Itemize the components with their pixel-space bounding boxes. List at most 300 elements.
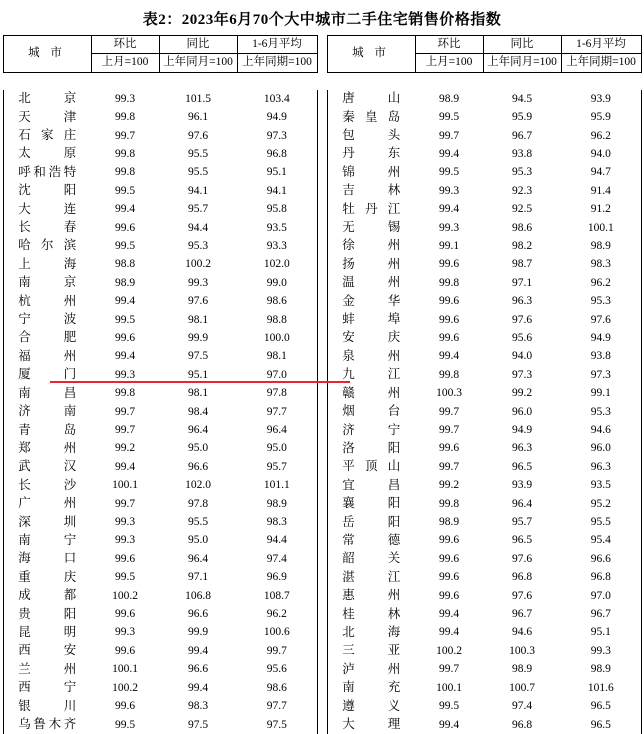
value-yoy-left: 98.3 bbox=[187, 700, 209, 713]
table-row bbox=[3, 274, 641, 292]
value-mom-left: 99.3 bbox=[114, 626, 136, 639]
city-name-left: 天津 bbox=[3, 109, 91, 127]
value-yoy-left: 97.6 bbox=[187, 129, 209, 142]
header-city-left: 城 市 bbox=[3, 36, 91, 73]
value-yoy-right: 96.5 bbox=[511, 460, 533, 473]
value-yoy-right: 92.3 bbox=[511, 184, 533, 197]
value-avg-right: 96.5 bbox=[561, 698, 641, 716]
value-avg-right: 91.4 bbox=[561, 182, 641, 200]
value-mom-right: 99.4 bbox=[438, 350, 460, 363]
table-row bbox=[3, 311, 641, 329]
value-mom-left: 99.6 bbox=[114, 608, 136, 621]
city-name-right: 安庆 bbox=[327, 329, 415, 347]
value-avg-left: 95.6 bbox=[237, 661, 317, 679]
value-mom-right: 99.4 bbox=[438, 626, 460, 639]
value-avg-right: 98.9 bbox=[561, 661, 641, 679]
city-name-left: 南宁 bbox=[3, 532, 91, 550]
value-avg-left: 98.6 bbox=[237, 293, 317, 311]
value-avg-left: 97.4 bbox=[237, 550, 317, 568]
city-name-right: 韶关 bbox=[327, 550, 415, 568]
city-name-left: 深圳 bbox=[3, 514, 91, 532]
table-row bbox=[3, 201, 641, 219]
value-yoy-right: 95.9 bbox=[511, 111, 533, 124]
value-yoy-right: 97.1 bbox=[511, 276, 533, 289]
column-gap bbox=[317, 329, 327, 347]
value-avg-right: 95.4 bbox=[561, 532, 641, 550]
value-yoy-right: 96.0 bbox=[511, 405, 533, 418]
column-gap bbox=[317, 109, 327, 127]
table-body bbox=[3, 90, 641, 734]
column-gap bbox=[317, 716, 327, 734]
table-row bbox=[3, 495, 641, 513]
value-avg-left: 98.1 bbox=[237, 348, 317, 366]
city-name-right: 三亚 bbox=[327, 642, 415, 660]
value-avg-right: 93.9 bbox=[561, 90, 641, 108]
value-mom-left: 99.5 bbox=[114, 718, 136, 731]
value-mom-right: 99.6 bbox=[438, 258, 460, 271]
city-name-left: 乌鲁木齐 bbox=[3, 716, 91, 734]
table-row bbox=[3, 422, 641, 440]
value-mom-left: 98.8 bbox=[114, 258, 136, 271]
city-name-left: 上海 bbox=[3, 256, 91, 274]
value-yoy-right: 96.5 bbox=[511, 534, 533, 547]
value-avg-right: 94.9 bbox=[561, 329, 641, 347]
table-row bbox=[3, 256, 641, 274]
city-name-right: 无锡 bbox=[327, 219, 415, 237]
city-name-left: 宁波 bbox=[3, 311, 91, 329]
value-mom-left: 99.3 bbox=[114, 534, 136, 547]
city-name-right: 九江 bbox=[327, 366, 415, 384]
value-mom-right: 99.6 bbox=[438, 589, 460, 602]
value-mom-left: 99.4 bbox=[114, 295, 136, 308]
city-name-right: 惠州 bbox=[327, 587, 415, 605]
value-mom-right: 99.6 bbox=[438, 313, 460, 326]
value-avg-right: 95.9 bbox=[561, 109, 641, 127]
value-mom-left: 99.7 bbox=[114, 129, 136, 142]
value-avg-left: 101.1 bbox=[237, 477, 317, 495]
value-yoy-left: 95.5 bbox=[187, 147, 209, 160]
value-mom-left: 99.8 bbox=[114, 111, 136, 124]
value-mom-left: 99.8 bbox=[114, 166, 136, 179]
city-name-right: 大理 bbox=[327, 716, 415, 734]
city-name-right: 烟台 bbox=[327, 403, 415, 421]
table-row bbox=[3, 293, 641, 311]
table-row bbox=[3, 458, 641, 476]
value-avg-left: 98.8 bbox=[237, 311, 317, 329]
value-mom-left: 99.4 bbox=[114, 460, 136, 473]
value-avg-left: 98.6 bbox=[237, 679, 317, 697]
value-mom-right: 99.7 bbox=[438, 405, 460, 418]
value-mom-left: 99.5 bbox=[114, 313, 136, 326]
city-name-right: 牡丹江 bbox=[327, 201, 415, 219]
column-gap bbox=[317, 54, 327, 72]
city-name-left: 沈阳 bbox=[3, 182, 91, 200]
value-mom-left: 98.9 bbox=[114, 276, 136, 289]
value-avg-right: 96.2 bbox=[561, 274, 641, 292]
value-yoy-right: 98.2 bbox=[511, 239, 533, 252]
value-mom-left: 99.7 bbox=[114, 424, 136, 437]
header-mom-sub-right: 上月=100 bbox=[415, 54, 483, 72]
value-mom-right: 100.3 bbox=[436, 387, 462, 400]
value-avg-left: 96.2 bbox=[237, 606, 317, 624]
value-mom-right: 99.7 bbox=[438, 129, 460, 142]
value-mom-right: 99.6 bbox=[438, 571, 460, 584]
value-avg-right: 95.3 bbox=[561, 293, 641, 311]
header-city-right: 城 市 bbox=[327, 36, 415, 73]
value-mom-right: 99.3 bbox=[438, 221, 460, 234]
value-avg-right: 96.0 bbox=[561, 440, 641, 458]
value-mom-left: 99.5 bbox=[114, 571, 136, 584]
value-yoy-left: 102.0 bbox=[185, 479, 211, 492]
city-name-left: 西宁 bbox=[3, 679, 91, 697]
value-yoy-left: 96.4 bbox=[187, 552, 209, 565]
value-yoy-left: 95.0 bbox=[187, 534, 209, 547]
table-row bbox=[3, 606, 641, 624]
value-mom-right: 99.1 bbox=[438, 239, 460, 252]
column-gap bbox=[317, 274, 327, 292]
column-gap bbox=[317, 661, 327, 679]
value-yoy-left: 97.8 bbox=[187, 497, 209, 510]
value-avg-left: 97.8 bbox=[237, 385, 317, 403]
value-mom-right: 99.4 bbox=[438, 203, 460, 216]
value-avg-left: 95.0 bbox=[237, 440, 317, 458]
city-name-right: 平顶山 bbox=[327, 458, 415, 476]
column-gap bbox=[317, 293, 327, 311]
value-mom-left: 100.2 bbox=[112, 589, 138, 602]
value-yoy-right: 94.9 bbox=[511, 424, 533, 437]
city-name-left: 太原 bbox=[3, 145, 91, 163]
value-yoy-right: 97.6 bbox=[511, 313, 533, 326]
value-avg-right: 99.3 bbox=[561, 642, 641, 660]
column-gap bbox=[317, 569, 327, 587]
city-name-right: 北海 bbox=[327, 624, 415, 642]
city-name-left: 贵阳 bbox=[3, 606, 91, 624]
header-yoy-left: 同比 bbox=[159, 36, 237, 54]
column-gap bbox=[317, 587, 327, 605]
value-yoy-right: 98.6 bbox=[511, 221, 533, 234]
value-yoy-left: 100.2 bbox=[185, 258, 211, 271]
column-gap bbox=[317, 256, 327, 274]
value-mom-left: 100.1 bbox=[112, 479, 138, 492]
table-row bbox=[3, 127, 641, 145]
value-avg-right: 95.3 bbox=[561, 403, 641, 421]
table-row bbox=[3, 90, 641, 108]
city-name-right: 泸州 bbox=[327, 661, 415, 679]
table-row bbox=[3, 182, 641, 200]
column-gap bbox=[317, 532, 327, 550]
page-title: 表2：2023年6月70个大中城市二手住宅销售价格指数 bbox=[142, 12, 502, 28]
table-row bbox=[3, 624, 641, 642]
table-row bbox=[3, 587, 641, 605]
column-gap bbox=[317, 642, 327, 660]
value-yoy-left: 97.5 bbox=[187, 350, 209, 363]
value-avg-left: 100.0 bbox=[237, 329, 317, 347]
value-mom-left: 100.2 bbox=[112, 681, 138, 694]
value-avg-left: 96.9 bbox=[237, 569, 317, 587]
value-avg-right: 94.0 bbox=[561, 145, 641, 163]
column-gap bbox=[317, 477, 327, 495]
city-name-right: 唐山 bbox=[327, 90, 415, 108]
table-row bbox=[3, 219, 641, 237]
city-name-right: 金华 bbox=[327, 293, 415, 311]
value-yoy-left: 99.3 bbox=[187, 276, 209, 289]
value-yoy-left: 95.5 bbox=[187, 516, 209, 529]
value-avg-right: 94.7 bbox=[561, 164, 641, 182]
value-mom-right: 98.9 bbox=[438, 92, 460, 105]
city-name-right: 泉州 bbox=[327, 348, 415, 366]
city-name-left: 厦门 bbox=[3, 366, 91, 384]
value-mom-right: 99.4 bbox=[438, 718, 460, 731]
city-name-left: 重庆 bbox=[3, 569, 91, 587]
value-avg-left: 96.4 bbox=[237, 422, 317, 440]
table-row bbox=[3, 569, 641, 587]
table-row bbox=[3, 403, 641, 421]
value-mom-right: 100.1 bbox=[436, 681, 462, 694]
value-mom-left: 99.6 bbox=[114, 331, 136, 344]
table-row bbox=[3, 550, 641, 568]
city-name-right: 湛江 bbox=[327, 569, 415, 587]
value-yoy-left: 98.1 bbox=[187, 387, 209, 400]
value-avg-left: 93.3 bbox=[237, 237, 317, 255]
value-mom-left: 99.8 bbox=[114, 147, 136, 160]
table-row bbox=[3, 145, 641, 163]
value-avg-left: 97.7 bbox=[237, 403, 317, 421]
value-avg-left: 97.5 bbox=[237, 716, 317, 734]
column-gap bbox=[317, 219, 327, 237]
value-mom-left: 99.6 bbox=[114, 552, 136, 565]
city-name-left: 青岛 bbox=[3, 422, 91, 440]
value-mom-right: 99.4 bbox=[438, 147, 460, 160]
value-avg-left: 100.6 bbox=[237, 624, 317, 642]
value-avg-right: 97.6 bbox=[561, 311, 641, 329]
header-yoy-sub-right: 上年同月=100 bbox=[483, 54, 561, 72]
table-row bbox=[3, 164, 641, 182]
value-avg-right: 98.9 bbox=[561, 237, 641, 255]
table-row bbox=[3, 698, 641, 716]
city-name-left: 合肥 bbox=[3, 329, 91, 347]
city-name-left: 武汉 bbox=[3, 458, 91, 476]
value-mom-left: 99.3 bbox=[114, 368, 136, 381]
value-yoy-left: 99.4 bbox=[187, 681, 209, 694]
value-mom-right: 99.2 bbox=[438, 479, 460, 492]
column-gap bbox=[317, 145, 327, 163]
table-row bbox=[3, 440, 641, 458]
value-avg-left: 97.7 bbox=[237, 698, 317, 716]
highlight-underline bbox=[50, 381, 350, 383]
table-row bbox=[3, 477, 641, 495]
value-avg-left: 95.8 bbox=[237, 201, 317, 219]
value-avg-right: 93.8 bbox=[561, 348, 641, 366]
table-header-group-row bbox=[3, 36, 641, 54]
city-name-left: 昆明 bbox=[3, 624, 91, 642]
value-mom-left: 99.5 bbox=[114, 184, 136, 197]
table-header-sub-row bbox=[3, 54, 641, 72]
value-avg-right: 96.2 bbox=[561, 127, 641, 145]
value-avg-right: 94.6 bbox=[561, 422, 641, 440]
city-name-right: 宜昌 bbox=[327, 477, 415, 495]
value-mom-left: 99.6 bbox=[114, 644, 136, 657]
header-avg-sub-right: 上年同期=100 bbox=[561, 54, 641, 72]
value-yoy-right: 98.7 bbox=[511, 258, 533, 271]
city-name-left: 西安 bbox=[3, 642, 91, 660]
column-gap bbox=[317, 624, 327, 642]
header-avg-sub-left: 上年同期=100 bbox=[237, 54, 317, 72]
value-avg-right: 98.3 bbox=[561, 256, 641, 274]
value-yoy-right: 94.5 bbox=[511, 92, 533, 105]
price-index-table bbox=[3, 35, 642, 734]
column-gap bbox=[317, 36, 327, 54]
value-mom-left: 99.3 bbox=[114, 516, 136, 529]
value-yoy-right: 97.6 bbox=[511, 552, 533, 565]
column-gap bbox=[317, 385, 327, 403]
value-yoy-left: 94.4 bbox=[187, 221, 209, 234]
value-mom-right: 99.8 bbox=[438, 497, 460, 510]
city-name-left: 哈尔滨 bbox=[3, 237, 91, 255]
value-avg-left: 102.0 bbox=[237, 256, 317, 274]
table-row bbox=[3, 514, 641, 532]
city-name-left: 长沙 bbox=[3, 477, 91, 495]
value-mom-right: 99.7 bbox=[438, 460, 460, 473]
table-row bbox=[3, 532, 641, 550]
value-mom-right: 99.5 bbox=[438, 700, 460, 713]
city-name-left: 兰州 bbox=[3, 661, 91, 679]
header-mom-right: 环比 bbox=[415, 36, 483, 54]
value-avg-left: 95.1 bbox=[237, 164, 317, 182]
column-gap bbox=[317, 495, 327, 513]
value-avg-left: 97.3 bbox=[237, 127, 317, 145]
value-mom-right: 99.7 bbox=[438, 663, 460, 676]
value-yoy-right: 94.0 bbox=[511, 350, 533, 363]
value-yoy-right: 96.3 bbox=[511, 295, 533, 308]
value-mom-right: 99.6 bbox=[438, 442, 460, 455]
city-name-right: 济宁 bbox=[327, 422, 415, 440]
city-name-left: 石家庄 bbox=[3, 127, 91, 145]
value-yoy-left: 95.5 bbox=[187, 166, 209, 179]
city-name-left: 济南 bbox=[3, 403, 91, 421]
value-yoy-left: 98.4 bbox=[187, 405, 209, 418]
city-name-left: 海口 bbox=[3, 550, 91, 568]
value-yoy-left: 95.0 bbox=[187, 442, 209, 455]
city-name-left: 郑州 bbox=[3, 440, 91, 458]
value-avg-left: 96.8 bbox=[237, 145, 317, 163]
value-yoy-right: 96.8 bbox=[511, 571, 533, 584]
value-mom-right: 99.4 bbox=[438, 608, 460, 621]
value-mom-right: 100.2 bbox=[436, 644, 462, 657]
value-avg-right: 91.2 bbox=[561, 201, 641, 219]
value-avg-right: 96.5 bbox=[561, 716, 641, 734]
value-mom-left: 99.3 bbox=[114, 92, 136, 105]
city-name-right: 岳阳 bbox=[327, 514, 415, 532]
value-avg-left: 103.4 bbox=[237, 90, 317, 108]
value-mom-left: 99.4 bbox=[114, 203, 136, 216]
value-avg-left: 98.9 bbox=[237, 495, 317, 513]
column-gap bbox=[317, 201, 327, 219]
value-mom-right: 99.3 bbox=[438, 184, 460, 197]
city-name-right: 洛阳 bbox=[327, 440, 415, 458]
value-mom-left: 99.7 bbox=[114, 497, 136, 510]
city-name-left: 南京 bbox=[3, 274, 91, 292]
value-avg-left: 99.7 bbox=[237, 642, 317, 660]
value-yoy-left: 96.6 bbox=[187, 460, 209, 473]
value-mom-right: 99.6 bbox=[438, 331, 460, 344]
header-yoy-sub-left: 上年同月=100 bbox=[159, 54, 237, 72]
city-name-left: 大连 bbox=[3, 201, 91, 219]
value-mom-right: 99.5 bbox=[438, 166, 460, 179]
value-mom-left: 99.8 bbox=[114, 387, 136, 400]
value-mom-right: 99.6 bbox=[438, 552, 460, 565]
value-avg-left: 94.4 bbox=[237, 532, 317, 550]
table-row bbox=[3, 679, 641, 697]
value-yoy-left: 96.4 bbox=[187, 424, 209, 437]
value-yoy-left: 97.6 bbox=[187, 295, 209, 308]
column-gap bbox=[317, 514, 327, 532]
table-row bbox=[3, 237, 641, 255]
value-yoy-left: 101.5 bbox=[185, 92, 211, 105]
value-yoy-left: 99.9 bbox=[187, 626, 209, 639]
value-mom-left: 99.4 bbox=[114, 350, 136, 363]
value-avg-left: 94.9 bbox=[237, 109, 317, 127]
table-row bbox=[3, 109, 641, 127]
value-avg-right: 97.0 bbox=[561, 587, 641, 605]
value-yoy-right: 96.4 bbox=[511, 497, 533, 510]
value-mom-left: 99.7 bbox=[114, 405, 136, 418]
value-yoy-right: 94.6 bbox=[511, 626, 533, 639]
city-name-right: 蚌埠 bbox=[327, 311, 415, 329]
column-gap bbox=[317, 164, 327, 182]
value-avg-right: 93.5 bbox=[561, 477, 641, 495]
column-gap bbox=[317, 127, 327, 145]
value-avg-left: 97.0 bbox=[237, 366, 317, 384]
table-row bbox=[3, 716, 641, 734]
value-mom-left: 99.6 bbox=[114, 221, 136, 234]
value-yoy-right: 93.9 bbox=[511, 479, 533, 492]
city-name-right: 温州 bbox=[327, 274, 415, 292]
value-avg-right: 101.6 bbox=[561, 679, 641, 697]
table-row bbox=[3, 329, 641, 347]
column-gap bbox=[317, 679, 327, 697]
column-gap bbox=[317, 90, 327, 108]
column-gap bbox=[317, 311, 327, 329]
column-gap bbox=[317, 440, 327, 458]
value-avg-left: 108.7 bbox=[237, 587, 317, 605]
value-mom-right: 98.9 bbox=[438, 516, 460, 529]
value-yoy-right: 95.3 bbox=[511, 166, 533, 179]
value-yoy-left: 106.8 bbox=[185, 589, 211, 602]
city-name-left: 福州 bbox=[3, 348, 91, 366]
value-yoy-left: 95.7 bbox=[187, 203, 209, 216]
value-yoy-left: 96.6 bbox=[187, 663, 209, 676]
value-yoy-right: 98.9 bbox=[511, 663, 533, 676]
city-name-left: 银川 bbox=[3, 698, 91, 716]
city-name-left: 呼和浩特 bbox=[3, 164, 91, 182]
value-yoy-left: 97.1 bbox=[187, 571, 209, 584]
table-row bbox=[3, 642, 641, 660]
header-spacer bbox=[3, 72, 641, 90]
value-yoy-left: 96.1 bbox=[187, 111, 209, 124]
value-yoy-right: 96.3 bbox=[511, 442, 533, 455]
city-name-left: 南昌 bbox=[3, 385, 91, 403]
value-yoy-right: 93.8 bbox=[511, 147, 533, 160]
value-avg-right: 96.7 bbox=[561, 606, 641, 624]
value-yoy-right: 96.8 bbox=[511, 718, 533, 731]
city-name-right: 桂林 bbox=[327, 606, 415, 624]
column-gap bbox=[317, 606, 327, 624]
value-avg-left: 95.7 bbox=[237, 458, 317, 476]
value-yoy-right: 97.4 bbox=[511, 700, 533, 713]
city-name-right: 徐州 bbox=[327, 237, 415, 255]
city-name-left: 长春 bbox=[3, 219, 91, 237]
column-gap bbox=[317, 182, 327, 200]
